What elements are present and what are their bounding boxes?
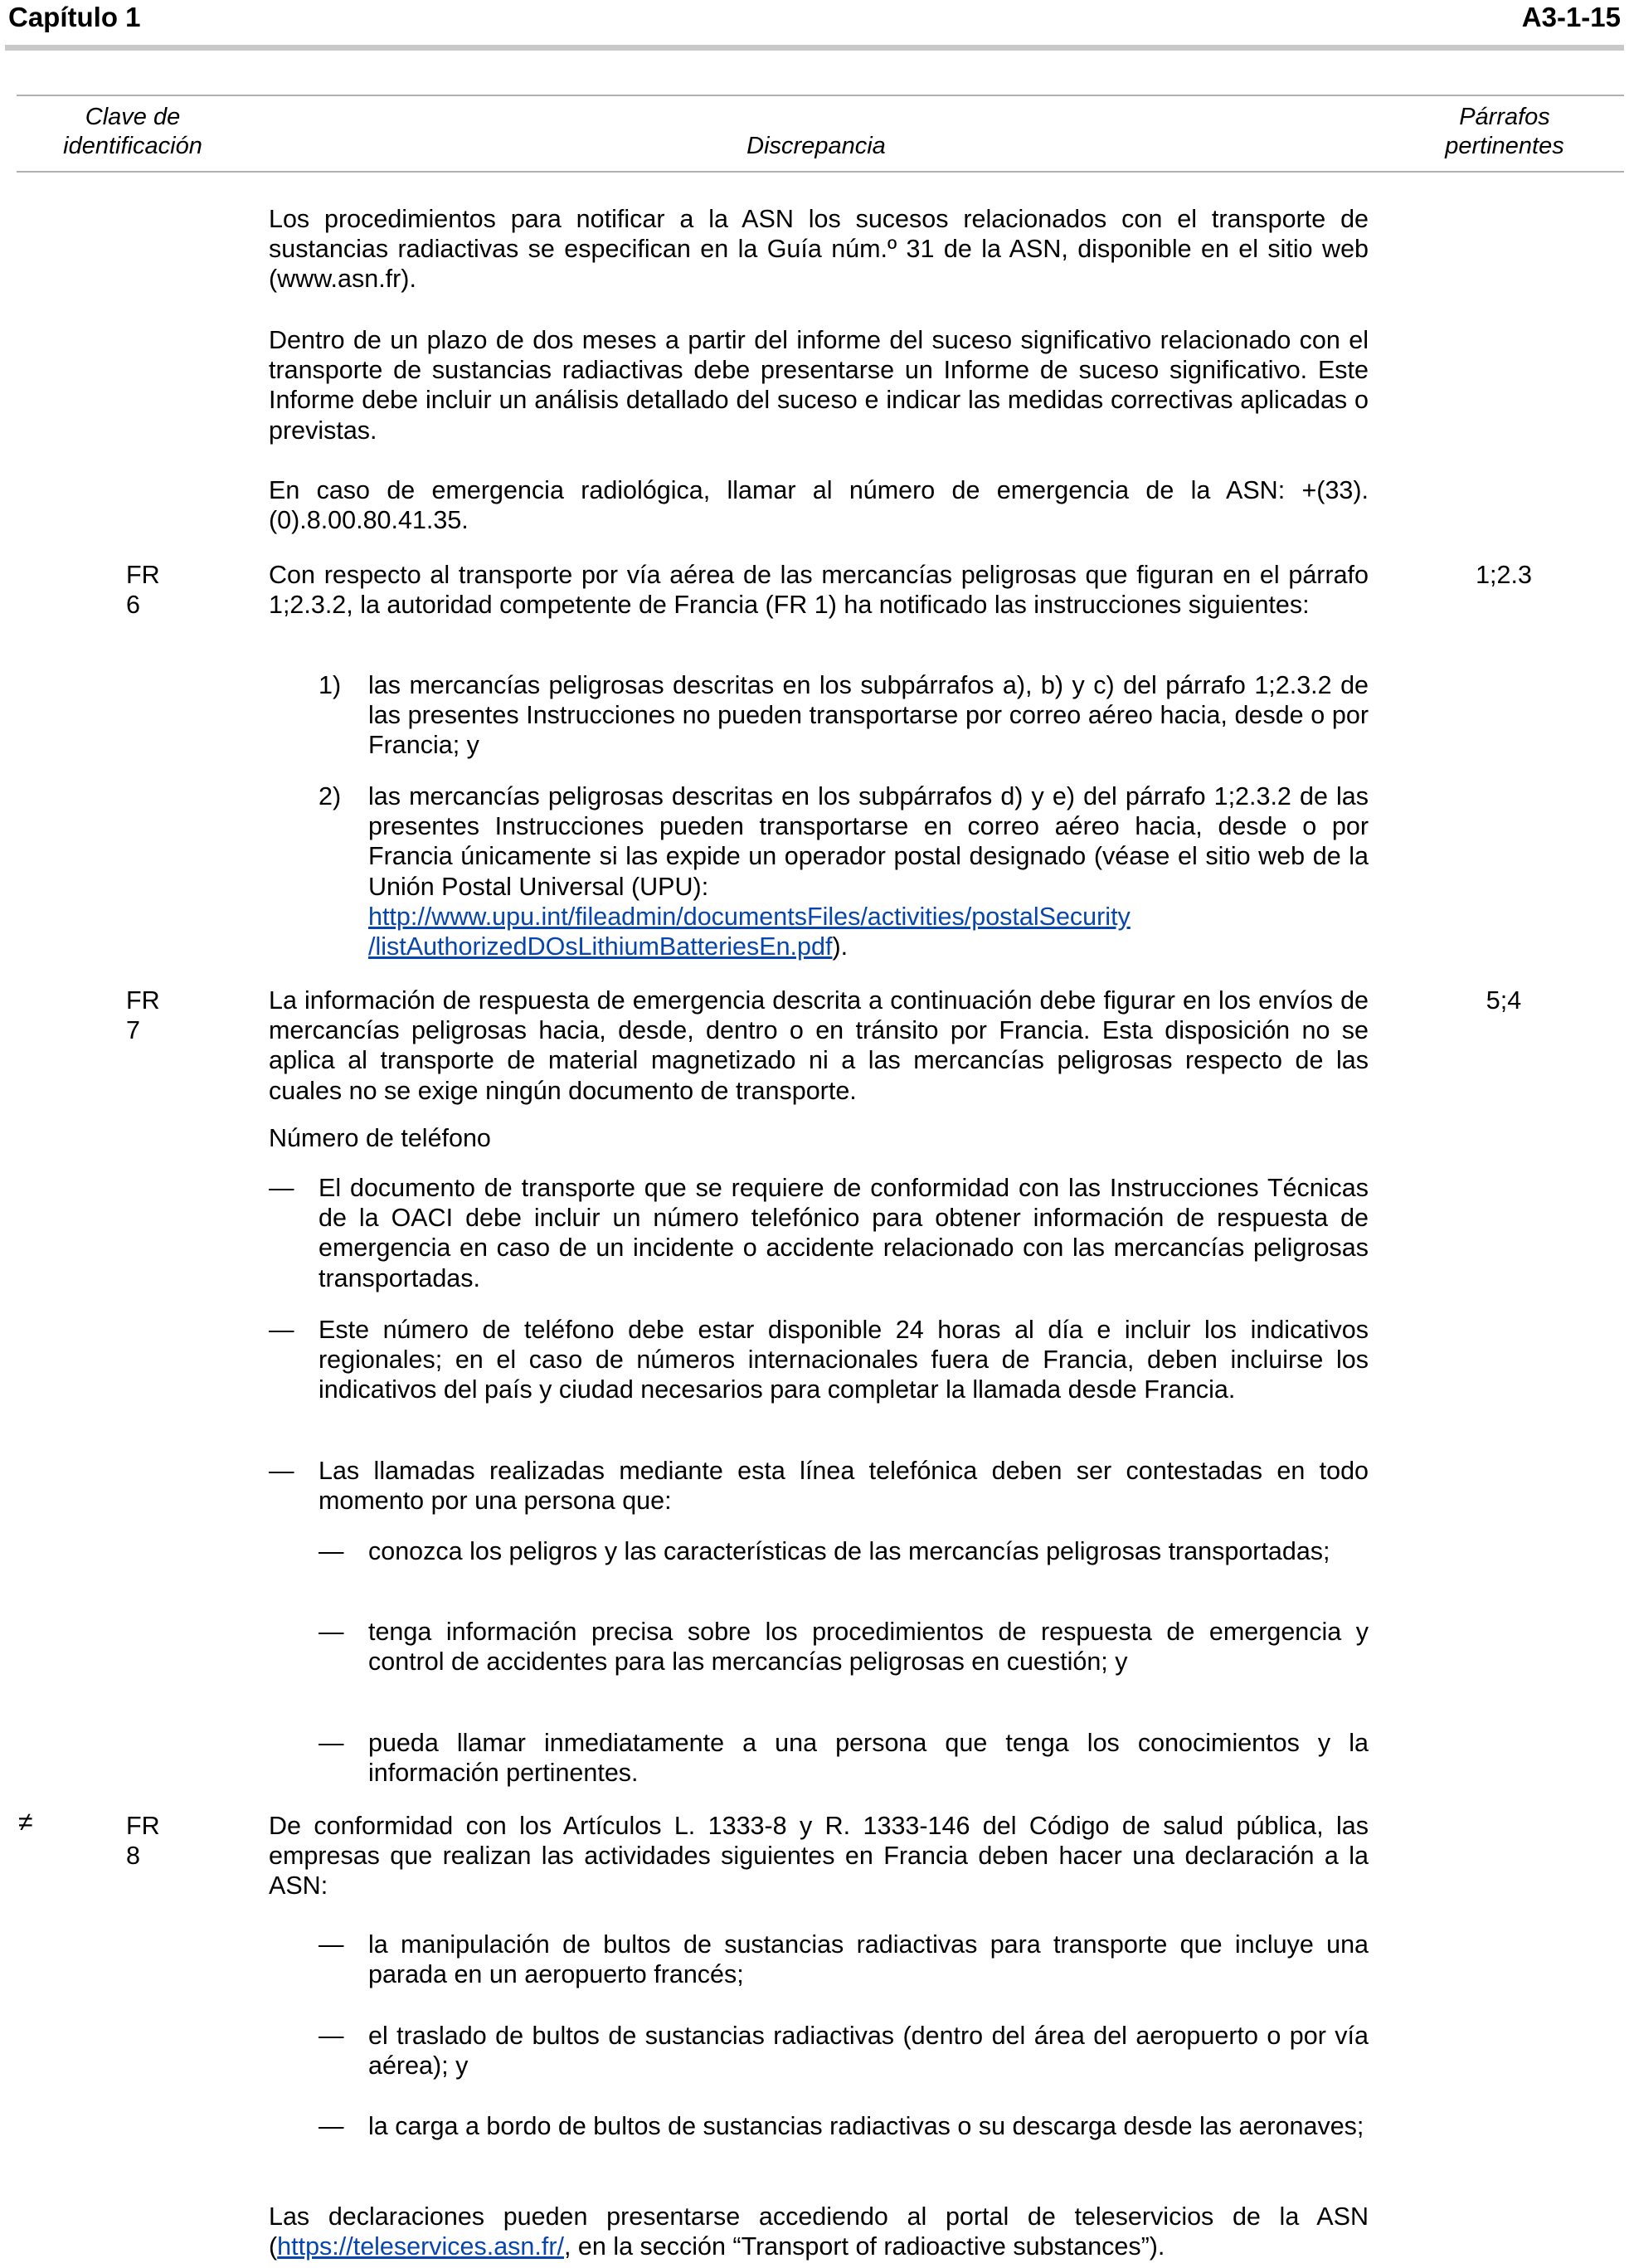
dash-marker: — <box>319 1930 344 1959</box>
upu-link[interactable]: http://www.upu.int/fileadmin/documentsFiles/activities/postalSecurity /listAuthorizedDOsLithiumBatteriesEn.pdf <box>368 902 1131 961</box>
column-header-references: Párrafos pertinentes <box>1445 104 1564 159</box>
dash-marker: — <box>319 1729 344 1757</box>
fr8-subbullet-1: — la manipulación de bultos de sustancias radiactivas para transporte que incluye una parada en un aeropuerto francés; <box>319 1930 1369 1989</box>
fr6-list-item-1: 1) las mercancías peligrosas descritas en los subpárrafos a), b) y c) del párrafo 1;2.3.2 de las presentes Instrucciones no pueden transportarse por correo aéreo hacia, desde o por Francia; y <box>319 671 1369 760</box>
fr7-bullet-3: — Las llamadas realizadas mediante esta línea telefónica deben ser contestadas en todo momento por una persona que: <box>269 1457 1369 1516</box>
entry-ref-fr6: 1;2.3 <box>1476 561 1532 589</box>
fr8-subbullet-2: — el traslado de bultos de sustancias radiactivas (dentro del área del aeropuerto o por vía aérea); y <box>319 2022 1369 2081</box>
dash-marker: — <box>269 1457 294 1485</box>
fr7-subbullet-2: — tenga información precisa sobre los procedimientos de respuesta de emergencia y control de accidentes para las mercancías peligrosas en cuestión; y <box>319 1618 1369 1677</box>
entry-key-fr8: FR 8 <box>126 1812 160 1871</box>
entry-key-fr6: FR 6 <box>126 561 160 620</box>
phone-heading: Número de teléfono <box>269 1124 491 1152</box>
dash-marker: — <box>269 1174 294 1202</box>
fr8-text: De conformidad con los Artículos L. 1333-8 y R. 1333-146 del Código de salud pública, las empresas que realizan las actividades siguientes en Francia deben hacer una declaración a la ASN: <box>269 1812 1369 1901</box>
list-marker: 2) <box>319 782 342 810</box>
fr7-bullet-2: — Este número de teléfono debe estar disponible 24 horas al día e incluir los indicativos regionales; en el caso de números internacionales fuera de Francia, deben incluirse los indicativos del país y ciudad necesarios para completar la llamada desde Francia. <box>269 1316 1369 1404</box>
table-header-rule <box>17 171 1624 173</box>
chapter-title: Capítulo 1 <box>8 2 141 32</box>
dash-marker: — <box>319 2112 344 2140</box>
dash-marker: — <box>319 2022 344 2050</box>
fr8-subbullet-3: — la carga a bordo de bultos de sustancias radiactivas o su descarga desde las aeronaves; <box>319 2112 1364 2140</box>
header-rule <box>5 45 1624 51</box>
column-header-key: Clave de identificación <box>63 104 202 159</box>
teleservices-link[interactable]: https://teleservices.asn.fr/ <box>277 2232 564 2261</box>
entry-ref-fr7: 5;4 <box>1486 986 1522 1015</box>
intro-paragraph-3: En caso de emergencia radiológica, llamar al número de emergencia de la ASN: +(33).(0).8.00.80.41.35. <box>269 476 1369 535</box>
fr7-text: La información de respuesta de emergencia descrita a continuación debe figurar en los envíos de mercancías peligrosas hacia, desde, dentro o en tránsito por Francia. Esta disposición no se aplica al transporte de material magnetizado ni a las mercancías peligrosas respecto de las cuales no se exige ningún documento de transporte. <box>269 986 1369 1105</box>
intro-paragraph-1: Los procedimientos para notificar a la ASN los sucesos relacionados con el transporte de sustancias radiactivas se especifican en la Guía núm.º 31 de la ASN, disponible en el sitio web (www.asn.fr). <box>269 205 1369 294</box>
dash-marker: — <box>269 1316 294 1344</box>
entry-key-fr7: FR 7 <box>126 986 160 1045</box>
fr6-text: Con respecto al transporte por vía aérea de las mercancías peligrosas que figuran en el párrafo 1;2.3.2, la autoridad competente de Francia (FR 1) ha notificado las instrucciones siguientes: <box>269 561 1369 620</box>
fr7-bullet-1: — El documento de transporte que se requiere de conformidad con las Instrucciones Técnicas de la OACI debe incluir un número telefónico para obtener información de respuesta de emergencia en caso de un incidente o accidente relacionado con las mercancías peligrosas transportadas. <box>269 1174 1369 1292</box>
dash-marker: — <box>319 1618 344 1646</box>
page-number: A3-1-15 <box>1521 2 1621 32</box>
dash-marker: — <box>319 1537 344 1565</box>
fr7-subbullet-1: — conozca los peligros y las características de las mercancías peligrosas transportadas; <box>319 1537 1330 1565</box>
list-marker: 1) <box>319 671 342 699</box>
column-header-discrepancy: Discrepancia <box>746 133 886 159</box>
fr7-subbullet-3: — pueda llamar inmediatamente a una persona que tenga los conocimientos y la información pertinentes. <box>319 1729 1369 1788</box>
amendment-mark: ≠ <box>18 1807 33 1837</box>
fr8-closing: Las declaraciones pueden presentarse accediendo al portal de teleservicios de la ASN (https://teleservices.asn.fr/, en la sección “Transport of radioactive substances”). <box>269 2202 1369 2261</box>
table-top-rule <box>17 95 1624 96</box>
intro-paragraph-2: Dentro de un plazo de dos meses a partir del informe del suceso significativo relacionado con el transporte de sustancias radiactivas debe presentarse un Informe de suceso significativo. Este Informe debe incluir un análisis detallado del suceso e indicar las medidas correctivas aplicadas o previstas. <box>269 326 1369 445</box>
fr6-list-item-2: 2) las mercancías peligrosas descritas en los subpárrafos d) y e) del párrafo 1;2.3.2 de las presentes Instrucciones pueden transportarse en correo aéreo hacia, desde o por Francia únicamente si las expide un operador postal designado (véase el sitio web de la Unión Postal Universal (UPU): http://www.upu.int/fileadmin/documentsFiles/activities/postalSecurity /listAuthorizedDOsLithiumBatteriesEn.pdf). <box>319 782 1369 961</box>
